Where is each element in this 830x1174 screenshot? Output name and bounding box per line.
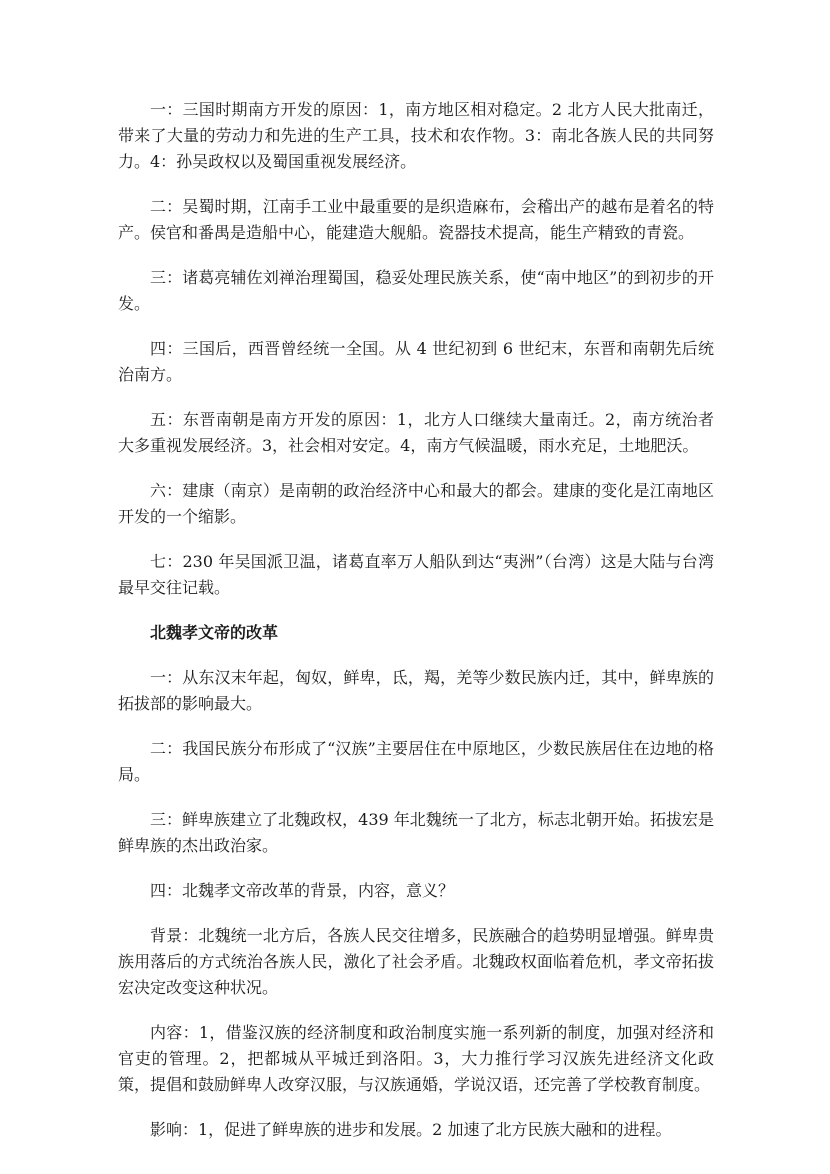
document-page: [118, 97, 714, 1162]
paragraph: 影响：1，促进了鲜卑族的进步和发展。2 加速了北方民族大融和的进程。: [150, 1120, 672, 1139]
paragraph: 六：建康（南京）是南朝的政治经济中心和最大的都会。建康的变化是江南地区开发的一个缩影。: [118, 481, 714, 526]
paragraph: 七：230 年吴国派卫温，诸葛直率万人船队到达“夷洲”（台湾）这是大陆与台湾最早交往记载。: [118, 552, 714, 597]
paragraph: 一：三国时期南方开发的原因：1，南方地区相对稳定。2 北方人民大批南迁，带来了大量的劳动力和先进的生产工具，技术和农作物。3：南北各族人民的共同努力。4：孙吴政权以及蜀国重视发展经济。: [118, 100, 714, 171]
paragraph: 一：从东汉末年起，匈奴，鲜卑，氐，羯，羌等少数民族内迁，其中，鲜卑族的拓拔部的影响最大。: [118, 668, 714, 713]
section-heading: 北魏孝文帝的改革: [150, 623, 279, 642]
paragraph: 五：东晋南朝是南方开发的原因：1，北方人口继续大量南迁。2，南方统治者大多重视发展经济。3，社会相对安定。4，南方气候温暖，雨水充足，土地肥沃。: [118, 410, 714, 455]
paragraph: 背景：北魏统一北方后，各族人民交往增多，民族融合的趋势明显增强。鲜卑贵族用落后的方式统治各族人民，激化了社会矛盾。北魏政权面临着危机，孝文帝拓拔宏决定改变这种状况。: [118, 926, 714, 997]
paragraph: 内容：1，借鉴汉族的经济制度和政治制度实施一系列新的制度，加强对经济和官吏的管理。2，把都城从平城迁到洛阳。3，大力推行学习汉族先进经济文化政策，提倡和鼓励鲜卑人改穿汉服，与汉族通婚，学说汉语，还完善了学校教育制度。: [118, 1023, 714, 1094]
paragraph: 三：鲜卑族建立了北魏政权，439 年北魏统一了北方，标志北朝开始。拓拔宏是鲜卑族的杰出政治家。: [118, 810, 714, 855]
paragraph: 二：吴蜀时期，江南手工业中最重要的是织造麻布，会稽出产的越布是着名的特产。侯官和番禺是造船中心，能建造大舰船。瓷器技术提高，能生产精致的青瓷。: [118, 197, 714, 242]
paragraph: 四：三国后，西晋曾经统一全国。从 4 世纪初到 6 世纪末，东晋和南朝先后统治南方。: [118, 339, 714, 384]
paragraph: 二：我国民族分布形成了“汉族”主要居住在中原地区，少数民族居住在边地的格局。: [118, 739, 714, 784]
paragraph: 四：北魏孝文帝改革的背景，内容，意义？: [150, 881, 455, 900]
paragraph: 三：诸葛亮辅佐刘禅治理蜀国，稳妥处理民族关系，使“南中地区”的到初步的开发。: [118, 268, 714, 313]
